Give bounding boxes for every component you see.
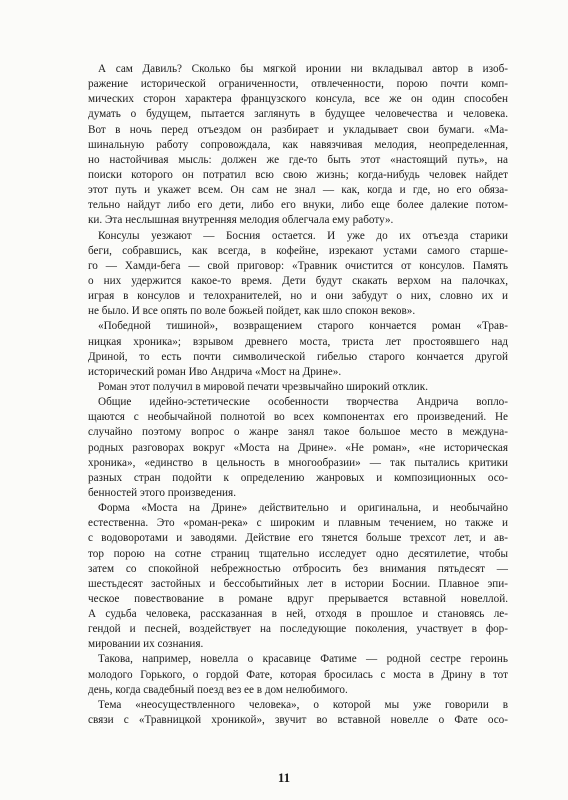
paragraph: [88, 319, 508, 380]
text-line: щаются с необычайной полнотой во всех компонентах его произведений. Не: [88, 411, 508, 424]
text-line: этот путь и укажет всем. Он сам не знал — как, когда и где, но его обяза-: [88, 184, 508, 197]
text-line: родных разговорах вокруг «Моста на Дрине». «Не роман», «не историческая: [88, 441, 508, 454]
text-line: Дриной, то есть почти символической гибелью старого кончается другой: [88, 350, 508, 363]
text-line: но настойчивая мысль: должен же где-то быть этот «настоящий путь», на: [88, 153, 508, 166]
text-line: ки. Эта неслышная внутренняя мелодия облегчала ему работу».: [88, 214, 394, 227]
text-line: Общие идейно-эстетические особенности творчества Андрича вопло-: [98, 396, 508, 409]
text-line: естественна. Это «роман-река» с широким и плавным течением, но также и: [88, 517, 508, 530]
text-line: о них удержится какое-то время. Дети будут скакать верхом на палочках,: [88, 274, 508, 287]
text-line: го — Хамди-бега — свой приговор: «Травник очистится от консулов. Память: [88, 259, 508, 272]
text-line: «Победной тишиной», возвращением старого кончается роман «Трав-: [98, 320, 508, 333]
text-line: Такова, например, новелла о красавице Фатиме — родной сестре героинь: [98, 653, 508, 666]
text-line: ражение исторической ограниченности, отвлеченности, порою почти комп-: [88, 78, 508, 91]
text-line: мировании их сознания.: [88, 638, 204, 651]
text-line: с водоворотами и заводями. Действие его тянется больше трехсот лет, и ав-: [88, 532, 508, 545]
text-line: хроника», «единство в цельность в многообразии» — так пытались критики: [88, 456, 508, 469]
text-line: поиски которого он потратил всю свою жизнь; когда-нибудь человек найдет: [88, 168, 508, 181]
text-line: Тема «неосуществленного человека», о которой мы уже говорили в: [98, 698, 508, 711]
text-line: тор порою на сотне страниц тщательно исследует одно десятилетие, чтобы: [88, 547, 508, 560]
paragraph: [88, 380, 508, 395]
text-line: ницкая хроника»; взрывом древнего моста, триста лет простоявшего над: [88, 335, 508, 348]
text-line: гендой и песней, воздействует на последующие поколения, участвует в фор-: [88, 623, 508, 636]
text-line: ческое повествование в романе вдруг прерывается вставной новеллой.: [88, 592, 508, 605]
paragraph: [88, 62, 508, 229]
text-line: А судьба человека, рассказанная в ней, отходя в прошлое и становясь ле-: [88, 608, 508, 621]
paragraph: [88, 698, 508, 728]
text-line: играя в консулов и телохранителей, но и они забудут о них, словно их и: [88, 290, 508, 303]
text-line: Форма «Моста на Дрине» действительно и оригинальна, и необычайно: [98, 502, 508, 515]
paragraph: [88, 501, 508, 652]
text-line: А сам Давиль? Сколько бы мягкой иронии ни вкладывал автор в изоб-: [98, 63, 508, 75]
text-line: случайно поэтому вопрос о жанре занял такое большое место в междуна-: [88, 426, 508, 439]
body-text: [88, 62, 508, 728]
text-line: Вот в ночь перед отъездом он разбирает и укладывает свои бумаги. «Ма-: [88, 123, 508, 136]
page-number: 11: [277, 770, 291, 785]
text-line: шестьдесят застойных и бессобытийных лет в истории Боснии. Плавное эпи-: [88, 577, 508, 590]
text-line: не было. И все опять по воле божьей пойдет, как шло спокон веков».: [88, 305, 416, 318]
text-line: исторический роман Иво Андрича «Мост на Дрине».: [88, 365, 342, 378]
text-line: тельно найдут либо его дети, либо его внуки, либо еще более далекие потом-: [88, 199, 508, 212]
text-line: Роман этот получил в мировой печати чрезвычайно широкий отклик.: [98, 380, 428, 393]
text-line: молодого Горького, о гордой Фате, которая бросилась с моста в Дрину в тот: [88, 668, 508, 681]
text-line: шинальную работу сопровождала, как навязчивая мелодия, неопределенная,: [88, 138, 508, 151]
text-line: Консулы уезжают — Босния остается. И уже до их отъезда старики: [98, 229, 508, 242]
text-line: беги, собравшись, как всегда, в кофейне, изрекают устами самого старше-: [88, 244, 508, 257]
text-line: день, когда свадебный поезд вез ее в дом нелюбимого.: [88, 683, 348, 696]
text-line: разных стран подойти к определению жанровых и композиционных осо-: [88, 471, 508, 484]
text-line: думать о будущем, пытается заглянуть в будущее человечества и человека.: [88, 108, 508, 121]
paragraph: [88, 395, 508, 501]
paragraph: [88, 229, 508, 320]
text-line: мических сторон характера французского консула, все же он один способен: [88, 93, 508, 106]
text-line: бенностей этого произведения.: [88, 486, 236, 499]
text-line: связи с «Травницкой хроникой», звучит во вставной новелле о Фате осо-: [88, 714, 508, 727]
paragraph: [88, 652, 508, 697]
text-line: затем со спокойной небрежностью отбросить без внимания пятьдесят —: [88, 562, 508, 575]
